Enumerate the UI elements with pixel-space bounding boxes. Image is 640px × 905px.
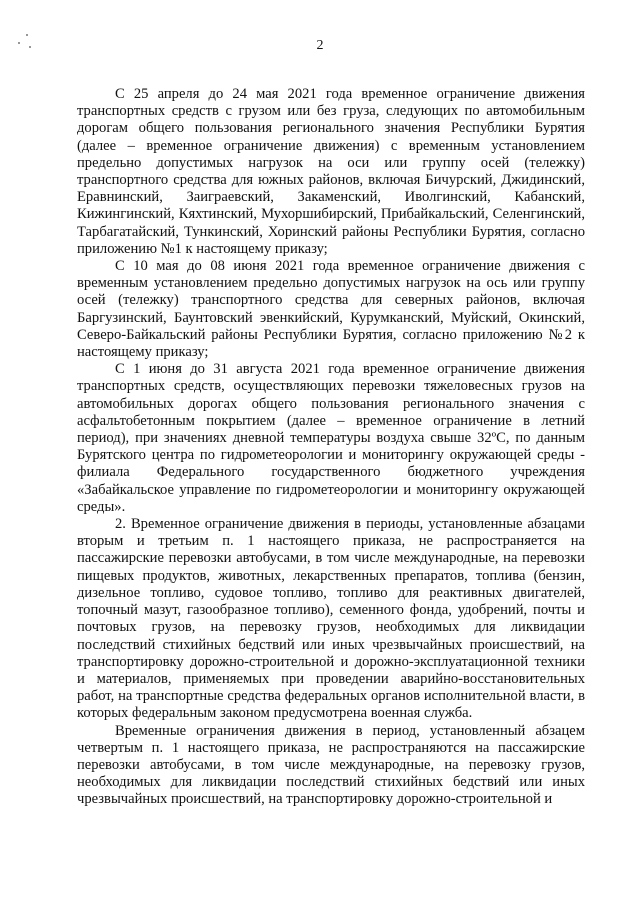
paragraph-summer-heavy-cargo-restriction: С 1 июня до 31 августа 2021 года временное ограничение движения транспортных средств, осуществляющих перевозки тяжеловесных грузов на автомобильных дорогах общего пользования регионального значения с асфальтобетонным покрытием (далее – временное ограничение в летний период), при значениях дневной температуры воздуха свыше 32ºС, по данным Бурятского центра по гидрометеорологии и мониторингу окружающей среды - филиала Федерального государственного бюджетного учреждения «Забайкальское управление по гидрометеорологии и мониторингу окружающей среды». xyxy=(77,361,585,515)
paragraph-north-districts-restriction: С 10 мая до 08 июня 2021 года временное ограничение движения с временным установлением предельно допустимых нагрузок на ось или группу осей (тележку) транспортного средства для северных районов, включая Баргузинский, Баунтовский эвенкийский, Курумканский, Муйский, Окинский, Северо-Байкальский районы Республики Бурятия, согласно приложению №2 к настоящему приказу; xyxy=(77,258,585,361)
document-body xyxy=(77,86,585,809)
paragraph-south-districts-restriction: С 25 апреля до 24 мая 2021 года временное ограничение движения транспортных средств с грузом или без груза, следующих по автомобильным дорогам общего пользования регионального значения Республики Бурятия (далее – временное ограничение движения) с временным установлением предельно допустимых нагрузок на оси или группу осей (тележку) транспортного средства для южных районов, включая Бичурский, Джидинский, Еравнинский, Заиграевский, Закаменский, Иволгинский, Кабанский, Кижингинский, Кяхтинский, Мухоршибирский, Прибайкальский, Селенгинский, Тарбагатайский, Тункинский, Хоринский районы Республики Бурятия, согласно приложению №1 к настоящему приказу; xyxy=(77,86,585,257)
page-number: 2 xyxy=(316,38,324,53)
paragraph-summer-exemptions: Временные ограничения движения в период, установленный абзацем четвертым п. 1 настоящего приказа, не распространяются на пассажирские перевозки автобусами, в том числе международные, на перевозку грузов, необходимых для ликвидации последствий стихийных бедствий или иных чрезвычайных происшествий, на транспортировку дорожно-строительной и xyxy=(77,722,585,808)
paragraph-exemptions-item-2: 2. Временное ограничение движения в периоды, установленные абзацами вторым и третьим п. 1 настоящего приказа, не распространяется на пассажирские перевозки автобусами, в том числе международные, на перевозки пищевых продуктов, животных, лекарственных препаратов, топлива (бензин, дизельное топливо, судовое топливо, топливо для реактивных двигателей, топочный мазут, газообразное топливо), семенного фонда, удобрений, почты и почтовых грузов, на перевозку грузов, необходимых для ликвидации последствий стихийных бедствий или иных чрезвычайных происшествий, на транспортировку дорожно-строительной и дорожно-эксплуатационной техники и материалов, применяемых при проведении аварийно-восстановительных работ, на транспортные средства федеральных органов исполнительной власти, в которых федеральным законом предусмотрена военная служба. xyxy=(77,516,585,722)
